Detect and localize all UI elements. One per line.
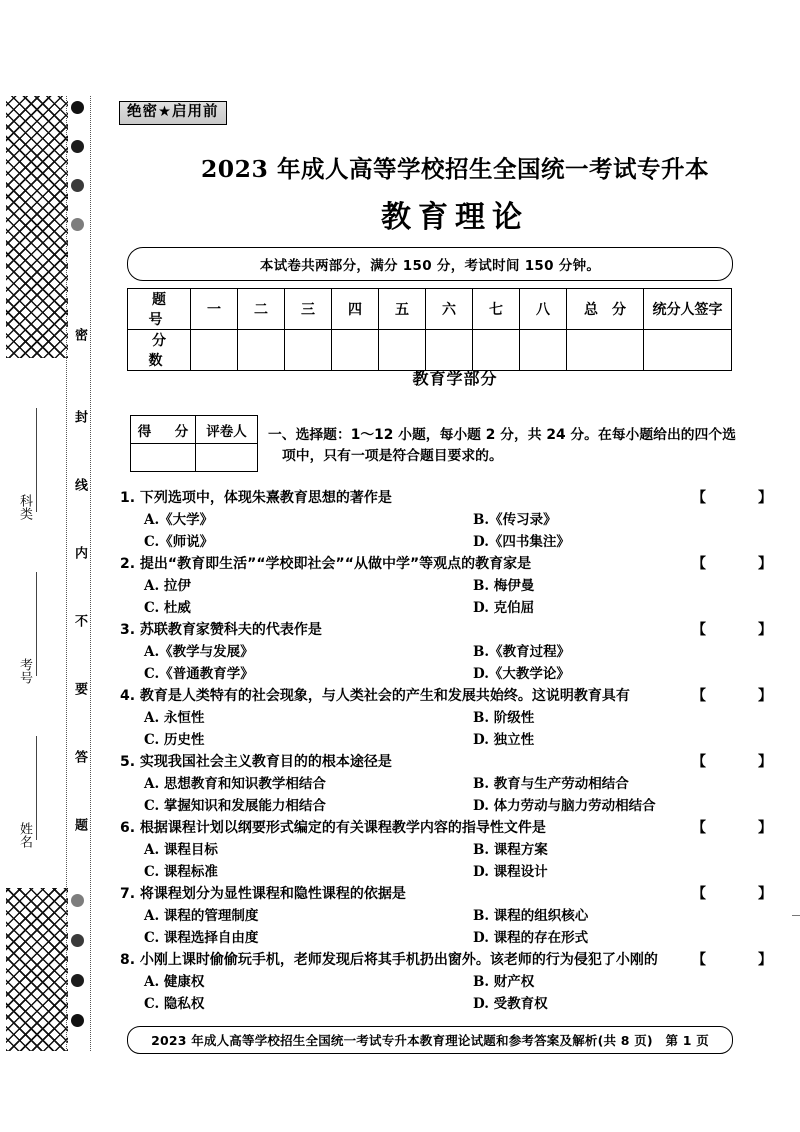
question-options-row-5a bbox=[118, 773, 800, 795]
option-5-B[interactable]: B. 教育与生产劳动相结合 bbox=[473, 776, 629, 792]
score-table-col-8: 八 bbox=[520, 289, 567, 330]
score-table-col-total: 总 分 bbox=[567, 289, 644, 330]
option-6-C[interactable]: C. 课程标准 bbox=[144, 864, 218, 880]
seal-binding-margin bbox=[0, 0, 110, 1132]
option-3-A[interactable]: A.《教学与发展》 bbox=[144, 644, 254, 660]
option-6-A[interactable]: A. 课程目标 bbox=[144, 842, 218, 858]
question-options-row-4a bbox=[118, 707, 800, 729]
stray-pencil-mark bbox=[792, 915, 800, 916]
seal-char-nei: 内 bbox=[72, 546, 87, 560]
answer-bracket-3[interactable]: 【 】 bbox=[692, 622, 791, 638]
grader-score-box bbox=[130, 415, 258, 472]
option-3-D[interactable]: D.《大教学论》 bbox=[473, 666, 570, 682]
option-2-C[interactable]: C. 杜威 bbox=[144, 600, 191, 616]
table-row-scores bbox=[128, 330, 732, 371]
hatch-pattern-top bbox=[6, 96, 68, 358]
top-secret-stamp: 绝密★启用前 bbox=[119, 101, 227, 125]
score-cell-3[interactable] bbox=[285, 330, 332, 371]
score-table-col-6: 六 bbox=[426, 289, 473, 330]
question-stem-4 bbox=[118, 685, 800, 707]
option-6-D[interactable]: D. 课程设计 bbox=[473, 864, 548, 880]
question-options-row-4b bbox=[118, 729, 800, 751]
option-7-B[interactable]: B. 课程的组织核心 bbox=[473, 908, 589, 924]
seal-char-da: 答 bbox=[72, 750, 87, 764]
score-table-col-3: 三 bbox=[285, 289, 332, 330]
option-8-B[interactable]: B. 财产权 bbox=[473, 974, 535, 990]
option-2-B[interactable]: B. 梅伊曼 bbox=[473, 578, 535, 594]
question-stem-2 bbox=[118, 553, 800, 575]
question-item-8 bbox=[118, 949, 800, 1015]
grader-box-grader-value[interactable] bbox=[196, 444, 258, 472]
question-item-1 bbox=[118, 487, 800, 553]
seal-dotted-line-left bbox=[66, 96, 67, 1051]
field-label-name: 姓名 bbox=[17, 822, 32, 848]
score-table-col-4: 四 bbox=[332, 289, 379, 330]
option-8-D[interactable]: D. 受教育权 bbox=[473, 996, 548, 1012]
question-options-row-3a bbox=[118, 641, 800, 663]
exam-paper-sheet bbox=[110, 0, 800, 1132]
seal-char-feng: 封 bbox=[72, 410, 87, 424]
seal-char-bu: 不 bbox=[72, 614, 87, 628]
score-table-row-label-score: 分 数 bbox=[128, 330, 191, 371]
section-instruction-line-1: 一、选择题：1～12 小题，每小题 2 分，共 24 分。在每小题给出的四个选 bbox=[268, 427, 736, 443]
question-stem-text-1: 1. 下列选项中，体现朱熹教育思想的著作是 bbox=[120, 490, 392, 506]
question-item-7 bbox=[118, 883, 800, 949]
option-3-B[interactable]: B.《教育过程》 bbox=[473, 644, 571, 660]
option-1-D[interactable]: D.《四书集注》 bbox=[473, 534, 570, 550]
page-title: 2023 年成人高等学校招生全国统一考试专升本 bbox=[200, 155, 710, 183]
score-table-col-signature: 统分人签字 bbox=[644, 289, 732, 330]
option-4-B[interactable]: B. 阶级性 bbox=[473, 710, 535, 726]
question-stem-text-6: 6. 根据课程计划以纲要形式编定的有关课程教学内容的指导性文件是 bbox=[120, 820, 546, 836]
score-table-col-1: 一 bbox=[191, 289, 238, 330]
answer-bracket-1[interactable]: 【 】 bbox=[692, 490, 791, 506]
question-options-row-7a bbox=[118, 905, 800, 927]
question-options-row-3b bbox=[118, 663, 800, 685]
score-table-row-label-question: 题 号 bbox=[128, 289, 191, 330]
option-1-B[interactable]: B.《传习录》 bbox=[473, 512, 557, 528]
option-1-A[interactable]: A.《大学》 bbox=[144, 512, 214, 528]
grader-box-header-row bbox=[131, 416, 258, 444]
option-2-D[interactable]: D. 克伯屈 bbox=[473, 600, 535, 616]
question-options-row-5b bbox=[118, 795, 800, 817]
question-stem-8 bbox=[118, 949, 800, 971]
score-cell-8[interactable] bbox=[520, 330, 567, 371]
question-options-row-6b bbox=[118, 861, 800, 883]
field-line-exam-number bbox=[36, 572, 37, 676]
grader-box-score-label: 得 分 bbox=[131, 416, 196, 444]
seal-dotted-line-right bbox=[90, 96, 91, 1051]
registration-dot-1 bbox=[71, 101, 84, 114]
page-footer-bar: 2023 年成人高等学校招生全国统一考试专升本教育理论试题和参考答案及解析(共 8 页) 第 1 页 bbox=[127, 1026, 733, 1054]
answer-bracket-5[interactable]: 【 】 bbox=[692, 754, 791, 770]
question-options-row-7b bbox=[118, 927, 800, 949]
seal-char-yao: 要 bbox=[72, 682, 87, 696]
score-cell-5[interactable] bbox=[379, 330, 426, 371]
answer-bracket-8[interactable]: 【 】 bbox=[692, 952, 791, 968]
option-5-C[interactable]: C. 掌握知识和发展能力相结合 bbox=[144, 798, 326, 814]
option-4-D[interactable]: D. 独立性 bbox=[473, 732, 535, 748]
option-4-A[interactable]: A. 永恒性 bbox=[144, 710, 205, 726]
section-instruction-line-2: 项中，只有一项是符合题目要求的。 bbox=[282, 448, 503, 464]
registration-dot-5 bbox=[71, 894, 84, 907]
score-cell-total[interactable] bbox=[567, 330, 644, 371]
option-1-C[interactable]: C.《师说》 bbox=[144, 534, 214, 550]
option-7-D[interactable]: D. 课程的存在形式 bbox=[473, 930, 589, 946]
registration-dot-8 bbox=[71, 1014, 84, 1027]
question-options-row-2a bbox=[118, 575, 800, 597]
question-stem-7 bbox=[118, 883, 800, 905]
question-stem-text-2: 2. 提出“教育即生活”“学校即社会”“从做中学”等观点的教育家是 bbox=[120, 556, 532, 572]
score-summary-table bbox=[127, 288, 732, 371]
question-options-row-8a bbox=[118, 971, 800, 993]
question-stem-3 bbox=[118, 619, 800, 641]
grader-box-grader-label: 评卷人 bbox=[196, 416, 258, 444]
option-7-C[interactable]: C. 课程选择自由度 bbox=[144, 930, 259, 946]
registration-dot-6 bbox=[71, 934, 84, 947]
answer-bracket-4[interactable]: 【 】 bbox=[692, 688, 791, 704]
option-8-C[interactable]: C. 隐私权 bbox=[144, 996, 205, 1012]
grader-box-score-value[interactable] bbox=[131, 444, 196, 472]
registration-dot-3 bbox=[71, 179, 84, 192]
score-table-col-5: 五 bbox=[379, 289, 426, 330]
field-label-subject: 科类 bbox=[17, 494, 32, 520]
option-4-C[interactable]: C. 历史性 bbox=[144, 732, 205, 748]
question-list bbox=[118, 487, 800, 1015]
option-6-B[interactable]: B. 课程方案 bbox=[473, 842, 548, 858]
question-options-row-6a bbox=[118, 839, 800, 861]
question-item-5 bbox=[118, 751, 800, 817]
score-cell-6[interactable] bbox=[426, 330, 473, 371]
field-label-exam-number: 考号 bbox=[17, 658, 32, 684]
question-options-row-1b bbox=[118, 531, 800, 553]
section-instruction bbox=[268, 425, 736, 467]
answer-bracket-6[interactable]: 【 】 bbox=[692, 820, 791, 836]
question-stem-text-8: 8. 小刚上课时偷偷玩手机，老师发现后将其手机扔出窗外。该老师的行为侵犯了小刚的 bbox=[120, 952, 658, 968]
option-2-A[interactable]: A. 拉伊 bbox=[144, 578, 191, 594]
question-stem-text-4: 4. 教育是人类特有的社会现象，与人类社会的产生和发展共始终。这说明教育具有 bbox=[120, 688, 630, 704]
subject-title: 教育理论 bbox=[381, 200, 529, 235]
question-item-4 bbox=[118, 685, 800, 751]
question-options-row-1a bbox=[118, 509, 800, 531]
score-table-col-7: 七 bbox=[473, 289, 520, 330]
question-item-6 bbox=[118, 817, 800, 883]
exam-notice-bar: 本试卷共两部分，满分 150 分，考试时间 150 分钟。 bbox=[127, 247, 733, 281]
option-7-A[interactable]: A. 课程的管理制度 bbox=[144, 908, 259, 924]
seal-char-mi: 密 bbox=[72, 328, 87, 342]
question-item-2 bbox=[118, 553, 800, 619]
answer-bracket-2[interactable]: 【 】 bbox=[692, 556, 791, 572]
score-cell-4[interactable] bbox=[332, 330, 379, 371]
question-options-row-8b bbox=[118, 993, 800, 1015]
registration-dot-7 bbox=[71, 974, 84, 987]
seal-char-ti: 题 bbox=[72, 818, 87, 832]
score-cell-1[interactable] bbox=[191, 330, 238, 371]
score-table-col-2: 二 bbox=[238, 289, 285, 330]
question-options-row-2b bbox=[118, 597, 800, 619]
field-line-name bbox=[36, 736, 37, 840]
score-cell-2[interactable] bbox=[238, 330, 285, 371]
hatch-pattern-bottom bbox=[6, 888, 68, 1051]
question-stem-text-3: 3. 苏联教育家赞科夫的代表作是 bbox=[120, 622, 322, 638]
question-stem-1 bbox=[118, 487, 800, 509]
answer-bracket-7[interactable]: 【 】 bbox=[692, 886, 791, 902]
grader-box-value-row bbox=[131, 444, 258, 472]
option-5-D[interactable]: D. 体力劳动与脑力劳动相结合 bbox=[473, 798, 656, 814]
question-stem-text-5: 5. 实现我国社会主义教育目的的根本途径是 bbox=[120, 754, 392, 770]
question-stem-5 bbox=[118, 751, 800, 773]
section-heading-pedagogy: 教育学部分 bbox=[412, 369, 498, 388]
option-5-A[interactable]: A. 思想教育和知识教学相结合 bbox=[144, 776, 326, 792]
question-stem-text-7: 7. 将课程划分为显性课程和隐性课程的依据是 bbox=[120, 886, 406, 902]
field-line-subject bbox=[36, 408, 37, 512]
question-item-3 bbox=[118, 619, 800, 685]
registration-dot-2 bbox=[71, 140, 84, 153]
question-stem-6 bbox=[118, 817, 800, 839]
score-cell-7[interactable] bbox=[473, 330, 520, 371]
option-3-C[interactable]: C.《普通教育学》 bbox=[144, 666, 254, 682]
table-row-question-numbers bbox=[128, 289, 732, 330]
option-8-A[interactable]: A. 健康权 bbox=[144, 974, 205, 990]
seal-char-xian: 线 bbox=[72, 478, 87, 492]
score-cell-signature[interactable] bbox=[644, 330, 732, 371]
registration-dot-4 bbox=[71, 218, 84, 231]
